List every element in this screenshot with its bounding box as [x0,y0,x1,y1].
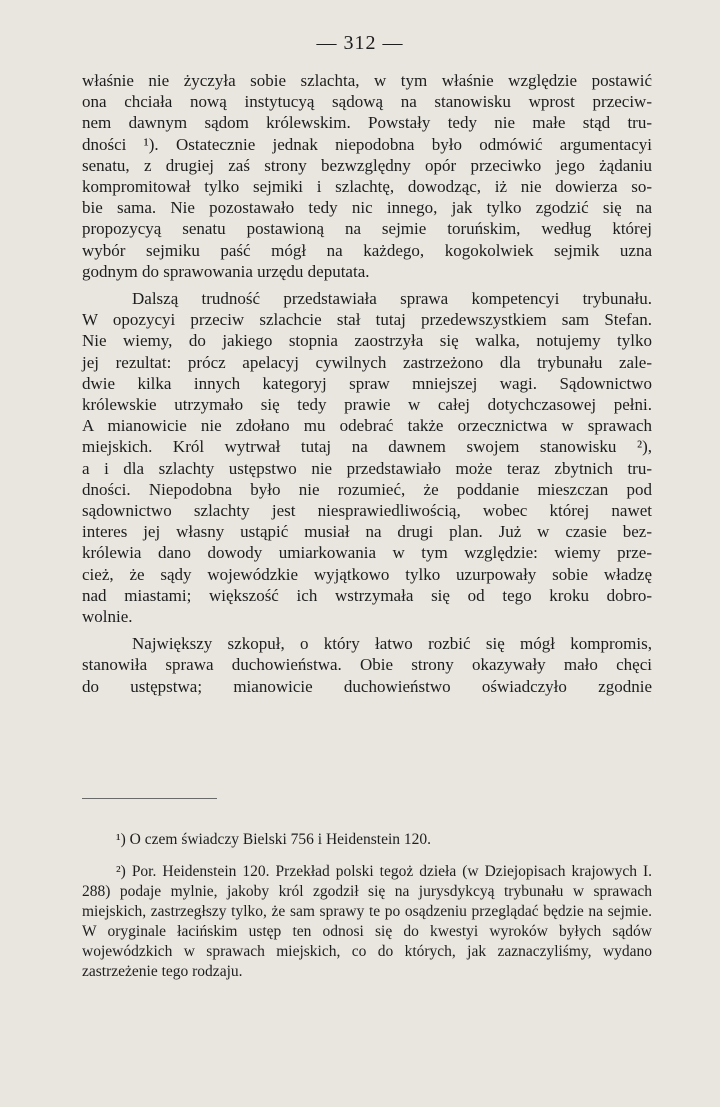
text-line: senatu, z drugiej zaś strony bezwzględny opór przeciwko jego żądaniu [82,155,652,175]
footnotes [82,830,652,994]
text-line: miejskich. Król wytrwał tutaj na dawnem swojem stanowisku ²), [82,437,652,457]
footnote-2: ²) Por. Heidenstein 120. Przekład polski tegoż dzieła (w Dziejopisach krajowych I. 288) podaje mylnie, jakoby król zgodził się na jurysdykcyą trybunału w sprawach miejskich, zastrzegłszy tylko, że sam sprawy te po osądzeniu przeglądać będzie na sejmie. W oryginale łacińskim ustęp ten odnosi się do kwestyi wyroków byłych sądów wojewódzkich w sprawach miejskich, co do których, jak zaznaczyliśmy, wydano zastrzeżenie tego rodzaju. [82,863,652,980]
footnote-1: ¹) O czem świadczy Bielski 756 i Heidenstein 120. [116,831,432,848]
paragraph-1 [82,70,652,282]
footnote-separator [82,798,217,799]
text-line: propozycyą senatu postawioną na sejmie toruńskim, według której [82,219,652,239]
text-line: godnym do sprawowania urzędu deputata. [82,261,370,281]
text-line: interes jej własny ustąpić musiał na drugi plan. Już w czasie bez- [82,522,652,542]
text-line: jej rezultat: prócz apelacyj cywilnych zastrzeżono dla trybunału zale- [82,352,652,372]
text-line: Największy szkopuł, o który łatwo rozbić się mógł kompromis, [132,634,652,654]
text-line: wybór sejmiku paść mógł na każdego, kogokolwiek sejmik uzna [82,240,652,260]
text-line: królewskie utrzymało się tedy prawie w całej dotychczasowej pełni. [82,395,652,415]
text-line: nad miastami; większość ich wstrzymała się od tego kroku dobro- [82,585,652,605]
text-line: właśnie nie życzyła sobie szlachta, w tym właśnie względzie postawić [82,71,652,90]
text-line: bie sama. Nie pozostawało tedy nic innego, jak tylko zgodzić się na [82,198,652,218]
text-line: Nie wiemy, do jakiego stopnia zaostrzyła się walka, notujemy tylko [82,331,652,351]
text-line: dwie kilka innych kategoryj spraw mniejszej wagi. Sądownictwo [82,373,652,393]
text-line: do ustępstwa; mianowicie duchowieństwo oświadczyło zgodnie [82,676,652,696]
text-line: stanowiła sprawa duchowieństwa. Obie strony okazywały mało chęci [82,655,652,675]
text-line: sądownictwo szlachty jest niesprawiedliwością, wobec której nawet [82,501,652,521]
text-line: A mianowicie nie zdołano mu odebrać także orzecznictwa w sprawach [82,416,652,436]
text-line: dności. Niepodobna było nie rozumieć, że poddanie mieszczan pod [82,479,652,499]
text-line: ona chciała nową instytucyą sądową na stanowisku wprost przeciw- [82,92,652,112]
text-line: królewia dano dowody umiarkowania w tym względzie: wiemy prze- [82,543,652,563]
text-line: kompromitował tylko sejmiki i szlachtę, dowodząc, iż nie dowierza so- [82,177,652,197]
text-line: nem dawnym sądom królewskim. Powstały tedy nie małe stąd tru- [82,113,652,133]
text-line: dności ¹). Ostatecznie jednak niepodobna było odmówić argumentacyi [82,134,652,154]
text-line: a i dla szlachty ustępstwo nie przedstawiało może teraz zbytnich tru- [82,458,652,478]
text-line: cież, że sądy wojewódzkie wyjątkowo tylko uzurpowały sobie władzę [82,564,652,584]
page-number: — 312 — [316,32,404,54]
text-line: wolnie. [82,607,133,627]
paragraph-3 [82,633,652,697]
main-text [82,70,652,697]
paragraph-2 [82,288,652,627]
text-line: W opozycyi przeciw szlachcie stał tutaj przedewszystkiem sam Stefan. [82,310,652,330]
text-line: Dalszą trudność przedstawiała sprawa kompetencyi trybunału. [132,289,652,309]
